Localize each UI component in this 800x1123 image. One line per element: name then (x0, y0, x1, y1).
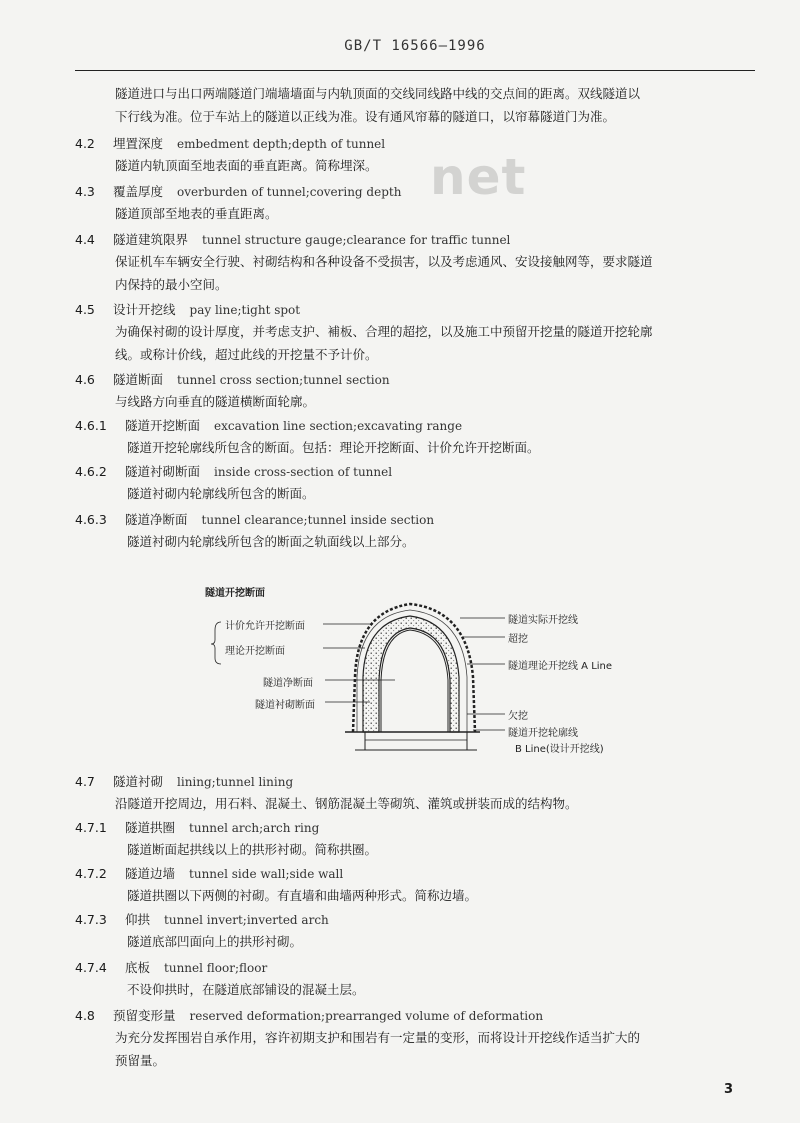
left-label: 隧道衬砌断面 (255, 700, 315, 711)
term-number: 4.6.1 (75, 418, 107, 433)
right-label: 隧道实际开挖线 (508, 615, 578, 626)
term-chinese: 隧道边墙 (125, 866, 176, 881)
term-definition: 隧道开挖轮廓线所包含的断面。包括：理论开挖断面、计价允许开挖断面。 (127, 440, 540, 455)
term-heading (75, 416, 462, 436)
standard-code: GB/T 16566—1996 (344, 38, 486, 54)
left-label: 理论开挖断面 (225, 646, 285, 657)
intro-line: 隧道进口与出口两端隧道门端墙墙面与内轨顶面的交线同线路中线的交点间的距离。双线隧道以 (115, 86, 641, 101)
term-number: 4.7.2 (75, 866, 107, 881)
right-label: B Line(设计开挖线) (515, 744, 604, 755)
term-number: 4.7.4 (75, 960, 107, 975)
term-chinese: 埋置深度 (113, 136, 164, 151)
term-english: tunnel structure gauge;clearance for traffic tunnel (202, 233, 511, 247)
term-definition: 隧道断面起拱线以上的拱形衬砌。简称拱圈。 (127, 842, 378, 857)
lining-section (363, 616, 459, 732)
term-definition: 隧道衬砌内轮廓线所包含的断面之轨面线以上部分。 (127, 534, 415, 549)
term-definition: 为确保衬砌的设计厚度，并考虑支护、補板、合理的超挖，以及施工中预留开挖量的隧道开挖轮廓 (115, 324, 653, 339)
term-definition: 隧道内轨顶面至地表面的垂直距离。简称埋深。 (115, 158, 378, 173)
tunnel-section-diagram (205, 582, 625, 762)
figure-title: 隧道开挖断面 (205, 588, 265, 599)
term-number: 4.7.3 (75, 912, 107, 927)
term-chinese: 覆盖厚度 (113, 184, 164, 199)
term-number: 4.3 (75, 184, 95, 199)
term-english: reserved deformation;prearranged volume of deformation (189, 1009, 544, 1023)
left-label: 计价允许开挖断面 (225, 621, 305, 632)
right-label: 隧道开挖轮廓线 (508, 728, 578, 739)
term-heading (75, 958, 267, 978)
term-english: pay line;tight spot (189, 303, 301, 317)
term-chinese: 仰拱 (125, 912, 151, 927)
term-heading (75, 510, 434, 530)
header-rule (75, 70, 755, 71)
term-heading (75, 300, 300, 320)
term-definition: 与线路方向垂直的隧道横断面轮廓。 (115, 394, 316, 409)
term-chinese: 隧道断面 (113, 372, 164, 387)
term-number: 4.7.1 (75, 820, 107, 835)
term-number: 4.6.2 (75, 464, 107, 479)
right-label: 隧道理论开挖线 A Line (508, 661, 613, 672)
page-number: 3 (724, 1082, 734, 1097)
term-english: lining;tunnel lining (177, 775, 294, 789)
term-heading (75, 462, 392, 482)
term-definition: 为充分发挥围岩自承作用，容许初期支护和围岩有一定量的变形，而将设计开挖线作适当扩大的 (115, 1030, 641, 1045)
page-header (75, 38, 755, 68)
term-chinese: 预留变形量 (113, 1008, 176, 1023)
term-english: tunnel invert;inverted arch (164, 913, 329, 927)
term-heading (75, 864, 343, 884)
term-heading (75, 910, 329, 930)
term-english: tunnel clearance;tunnel inside section (201, 513, 435, 527)
term-chinese: 隧道开挖断面 (125, 418, 201, 433)
right-label: 欠挖 (508, 711, 528, 722)
term-definition: 内保持的最小空间。 (115, 277, 228, 292)
term-number: 4.2 (75, 136, 95, 151)
term-english: tunnel side wall;side wall (189, 867, 344, 881)
term-heading (75, 818, 319, 838)
term-number: 4.8 (75, 1008, 95, 1023)
term-definition: 线。或称计价线，超过此线的开挖量不予计价。 (115, 347, 378, 362)
term-definition: 隧道拱圈以下两侧的衬砌。有直墙和曲墙两种形式。简称边墙。 (127, 888, 478, 903)
term-heading (75, 772, 293, 792)
term-chinese: 底板 (125, 960, 151, 975)
term-heading (75, 1006, 543, 1026)
term-definition: 隧道顶部至地表的垂直距离。 (115, 206, 278, 221)
term-heading (75, 230, 510, 250)
term-definition: 隧道衬砌内轮廓线所包含的断面。 (127, 486, 315, 501)
term-number: 4.6.3 (75, 512, 107, 527)
intro-line: 下行线为准。位于车站上的隧道以正线为准。设有通风帘幕的隧道口，以帘幕隧道门为准。 (115, 109, 616, 124)
term-definition: 预留量。 (115, 1053, 166, 1068)
intro-paragraph (115, 82, 640, 128)
term-chinese: 隧道衬砌断面 (125, 464, 201, 479)
term-definition: 隧道底部凹面向上的拱形衬砌。 (127, 934, 303, 949)
term-english: tunnel arch;arch ring (189, 821, 320, 835)
term-chinese: 隧道衬砌 (113, 774, 164, 789)
term-chinese: 隧道建筑限界 (113, 232, 189, 247)
watermark: net (430, 148, 527, 206)
right-label: 超挖 (508, 634, 528, 645)
term-definition: 不设仰拱时，在隧道底部铺设的混凝土层。 (127, 982, 365, 997)
term-english: overburden of tunnel;covering depth (177, 185, 402, 199)
term-heading (75, 134, 385, 154)
term-number: 4.5 (75, 302, 95, 317)
term-heading (75, 182, 401, 202)
term-english: excavation line section;excavating range (214, 419, 463, 433)
term-definition: 保证机车车辆安全行驶、衬砌结构和各种设备不受损害，以及考虑通风、安设接触网等，要求隧道 (115, 254, 653, 269)
term-english: tunnel floor;floor (164, 961, 268, 975)
clearance-outline (381, 630, 448, 732)
left-label: 隧道净断面 (263, 678, 313, 689)
term-english: inside cross-section of tunnel (214, 465, 393, 479)
term-chinese: 隧道拱圈 (125, 820, 176, 835)
term-english: embedment depth;depth of tunnel (177, 137, 386, 151)
term-chinese: 隧道净断面 (125, 512, 188, 527)
term-english: tunnel cross section;tunnel section (177, 373, 390, 387)
term-number: 4.6 (75, 372, 95, 387)
term-heading (75, 370, 390, 390)
term-definition: 沿隧道开挖周边，用石料、混凝土、钢筋混凝土等砌筑、灌筑或拼装而成的结构物。 (115, 796, 578, 811)
term-number: 4.4 (75, 232, 95, 247)
term-number: 4.7 (75, 774, 95, 789)
term-chinese: 设计开挖线 (113, 302, 176, 317)
